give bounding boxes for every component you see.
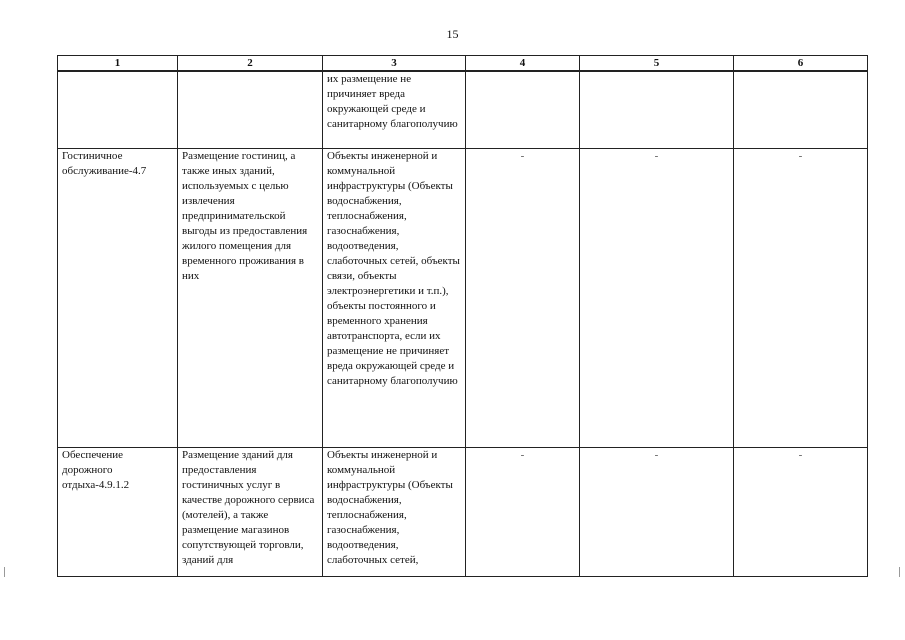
table-cell	[734, 71, 868, 149]
table-cell	[58, 71, 178, 149]
table-cell: Объекты инженерной и коммунальной инфраструктуры (Объекты водоснабжения, теплоснабжения, газоснабжения, водоотведения, слаботочных сетей, объекты связи, объекты электроэнергетики и т.п.), объекты постоянного и временного хранения автотранспорта, если их размещение не причиняет вреда окружающей среде и санитарному благополучию	[323, 149, 466, 447]
table-row	[58, 71, 868, 149]
table-cell: -	[466, 447, 580, 576]
cell-text: Размещение зданий для предоставления гостиничных услуг в качестве дорожного сервиса (мотелей), а также размещение магазинов сопутствующей торговли, зданий для	[182, 448, 315, 566]
header-cell-2: 2	[178, 56, 323, 72]
cell-text: Обеспечение дорожного отдыха-4.9.1.2	[62, 448, 130, 491]
table-cell: -	[734, 447, 868, 576]
table-cell: -	[580, 149, 734, 447]
table-cell: их размещение не причиняет вреда окружающей среде и санитарному благополучию	[323, 71, 466, 149]
cell-text: Объекты инженерной и коммунальной инфраструктуры (Объекты водоснабжения, теплоснабжения, газоснабжения, водоотведения, слаботочных сетей,	[327, 448, 453, 566]
table-row	[58, 447, 868, 576]
table-cell: Размещение гостиниц, а также иных зданий, используемых с целью извлечения предпринимательской выгоды из предоставления жилого помещения для временного проживания в них	[178, 149, 323, 447]
table-cell	[466, 71, 580, 149]
table-cell: -	[466, 149, 580, 447]
header-cell-6: 6	[734, 56, 868, 72]
table-cell	[580, 71, 734, 149]
table-cell: -	[580, 447, 734, 576]
table-cell	[178, 447, 323, 576]
zoning-table	[57, 55, 868, 577]
header-cell-5: 5	[580, 56, 734, 72]
table-cell	[58, 447, 178, 576]
header-cell-1: 1	[58, 56, 178, 72]
header-cell-3: 3	[323, 56, 466, 72]
table-row	[58, 149, 868, 447]
table-cell	[323, 447, 466, 576]
page-number: 15	[446, 27, 459, 41]
header-cell-4: 4	[466, 56, 580, 72]
table-cell	[178, 71, 323, 149]
table-cell: Гостиничное обслуживание-4.7	[58, 149, 178, 447]
scan-artifact-left	[4, 567, 5, 577]
header-row	[58, 56, 868, 72]
table-cell: -	[734, 149, 868, 447]
scan-artifact-right	[899, 567, 900, 577]
